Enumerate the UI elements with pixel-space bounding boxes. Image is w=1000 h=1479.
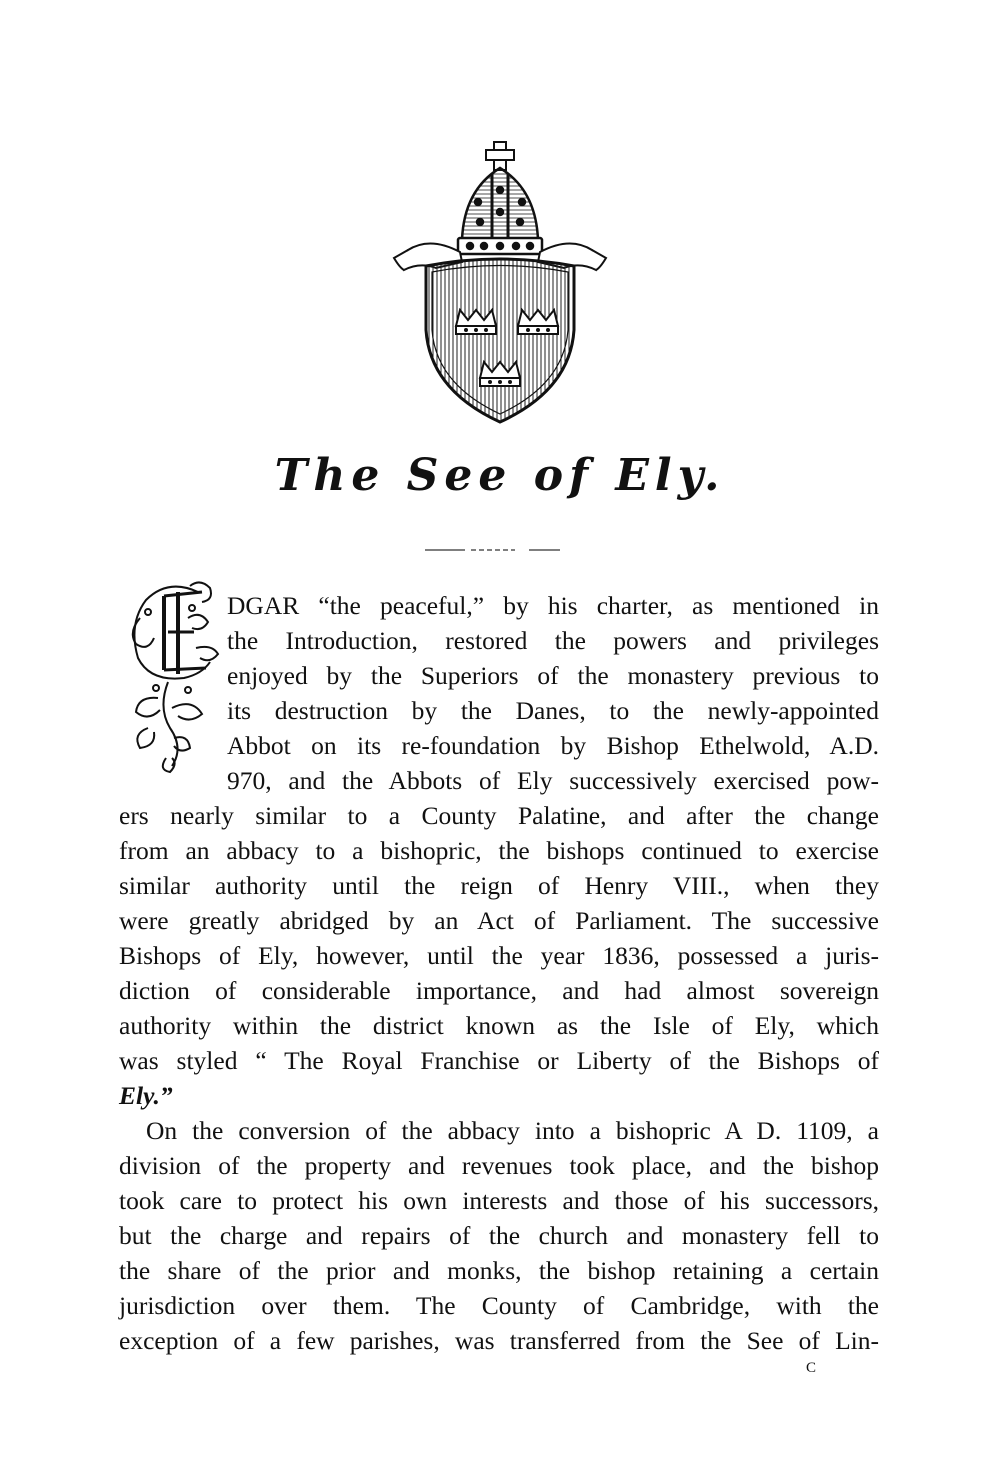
chapter-title: The See of Ely.	[274, 450, 726, 501]
text-line-with-italic-title: was styled “ The Royal Franchise or Liberty of the Bishops of	[119, 1046, 879, 1075]
text-line: On the conversion of the abbacy into a bishopric A D. 1109, a	[146, 1116, 879, 1145]
text-line: from an abbacy to a bishopric, the bishops continued to exercise	[119, 836, 879, 865]
text-line: similar authority until the reign of Henry VIII., when they	[119, 871, 879, 900]
text-line: Ely.”	[119, 1081, 173, 1110]
text-line: were greatly abridged by an Act of Parliament. The successive	[119, 906, 879, 935]
text-line: enjoyed by the Superiors of the monastery previous to	[227, 661, 879, 690]
text-line: authority within the district known as the Isle of Ely, which	[119, 1011, 879, 1040]
text-line: DGAR “the peaceful,” by his charter, as mentioned in	[227, 591, 879, 620]
mitre-cross	[486, 142, 514, 170]
text-line: took care to protect his own interests and those of his successors,	[119, 1186, 879, 1215]
text-line: the share of the prior and monks, the bishop retaining a certain	[119, 1256, 879, 1285]
text-line: but the charge and repairs of the church and monastery fell to	[119, 1221, 879, 1250]
text-line: the Introduction, restored the powers and privileges	[227, 626, 879, 655]
text-line: Abbot on its re-foundation by Bishop Ethelwold, A.D.	[227, 731, 879, 760]
text-line: 970, and the Abbots of Ely successively exercised pow-	[227, 766, 879, 795]
shield	[426, 259, 574, 422]
text-line: its destruction by the Danes, to the newly-appointed	[227, 696, 879, 725]
text-line: ers nearly similar to a County Palatine, and after the change	[119, 801, 879, 830]
crown-icon-2	[518, 310, 558, 334]
title-divider-rule	[425, 549, 560, 551]
mitre	[458, 168, 542, 254]
text-line: Bishops of Ely, however, until the year 1836, possessed a juris-	[119, 941, 879, 970]
text-line: diction of considerable importance, and had almost sovereign	[119, 976, 879, 1005]
text-line: division of the property and revenues took place, and the bishop	[119, 1151, 879, 1180]
dropcap-letter: E	[28, 470, 35, 481]
crown-icon-3	[480, 362, 520, 386]
crown-icon-1	[456, 310, 496, 334]
ely-coat-of-arms-image	[380, 140, 620, 430]
ornamental-dropcap-e-image	[28, 470, 224, 774]
text-line: jurisdiction over them. The County of Cambridge, with the	[119, 1291, 879, 1320]
printer-signature-mark: c	[806, 1352, 817, 1377]
text-line: exception of a few parishes, was transferred from the See of Lin-	[119, 1326, 879, 1355]
